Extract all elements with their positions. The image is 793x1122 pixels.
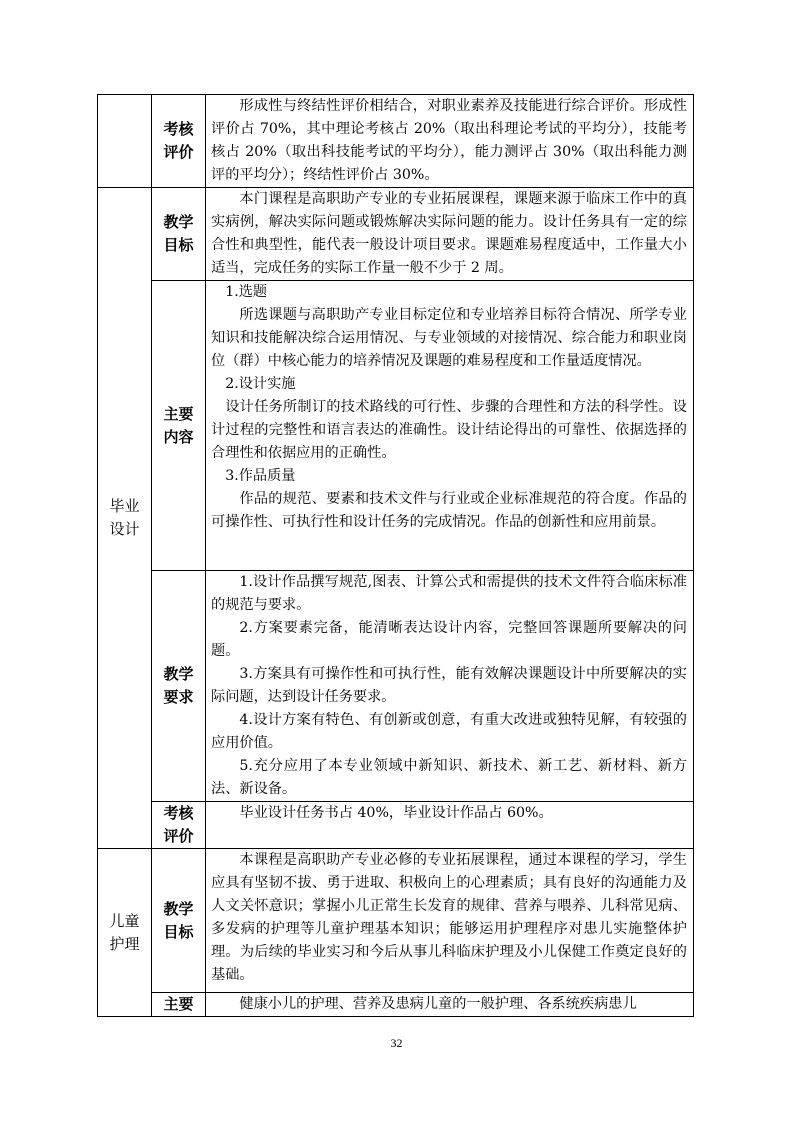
row-label-text: 目标 [163, 236, 194, 254]
content-paragraph: 5.充分应用了本专业领域中新知识、新技术、新工艺、新材料、新方法、新设备。 [211, 758, 687, 797]
section-label-text: 儿童 [109, 911, 140, 930]
content-paragraph: 设计任务所制订的技术路线的可行性、步骤的合理性和方法的科学性。设计过程的完整性和语言表达的准确性。设计结论得出的可靠性、依据选择的合理性和依据应用的正确性。 [211, 399, 687, 461]
table-row [98, 849, 694, 993]
row-label [152, 802, 206, 849]
row-label-text: 要求 [163, 688, 194, 706]
row-label-text: 考核 [163, 120, 194, 138]
row-label-text: 主要 [163, 404, 194, 423]
row-label [152, 849, 206, 993]
section-label-text: 毕业 [109, 497, 140, 515]
table-row [98, 993, 694, 1017]
table-row [98, 188, 694, 281]
row-label [152, 993, 206, 1017]
content-paragraph: 本门课程是高职助产专业的专业拓展课程，课题来源于临床工作中的真实病例，解决实际问题或锻炼解决实际问题的能力。设计任务具有一定的综合性和典型性，能代表一般设计项目要求。课题难易程度适中，工作量大小适当，完成任务的实际工作量一般不少于 2 周。 [211, 191, 687, 276]
content-paragraph: 作品的规范、要素和技术文件与行业或企业标准规范的符合度。作品的可操作性、可执行性和设计任务的完成情况。作品的创新性和应用前景。 [211, 491, 687, 530]
page-number: 32 [390, 1036, 403, 1050]
table-row [98, 281, 694, 571]
content-paragraph: 1.选题 [225, 284, 268, 300]
row-label-text: 教学 [163, 665, 194, 683]
row-label-text: 主要 [163, 995, 194, 1013]
row-content [206, 571, 694, 802]
row-label-text: 目标 [163, 922, 194, 941]
section-label [98, 95, 152, 188]
row-label-text: 评价 [163, 827, 194, 845]
row-label [152, 571, 206, 802]
content-paragraph: 毕业设计任务书占 40%，毕业设计作品占 60%。 [239, 805, 553, 821]
content-paragraph: 3.方案具有可操作性和可执行性，能有效解决课题设计中所要解决的实际问题，达到设计任务要求。 [211, 666, 687, 705]
table-row [98, 95, 694, 188]
content-paragraph: 形成性与终结性评价相结合，对职业素养及技能进行综合评价。形成性评价占 70%，其中理论考核占 20%（取出科理论考试的平均分），技能考核占 20%（取出科技能考试的平均分），能力测评占 30%（取出科能力测评的平均分）；终结性评价占 30%。 [211, 98, 687, 183]
row-label-text: 教学 [163, 213, 194, 231]
content-paragraph: 所选课题与高职助产专业目标定位和专业培养目标符合情况、所学专业知识和技能解决综合运用情况、与专业领域的对接情况、综合能力和职业岗位（群）中核心能力的培养情况及课题的难易程度和工作量适度情况。 [211, 307, 687, 369]
course-table [97, 94, 694, 1017]
section-label [98, 188, 152, 849]
row-label-text: 考核 [163, 804, 194, 822]
row-content [206, 849, 694, 993]
row-label [152, 281, 206, 571]
content-paragraph: 2.设计实施 [225, 376, 296, 392]
section-label-text: 护理 [109, 934, 140, 953]
row-label-text: 教学 [163, 899, 194, 918]
table-row [98, 802, 694, 849]
table-row [98, 571, 694, 802]
content-paragraph: 4.设计方案有特色、有创新或创意，有重大改进或独特见解，有较强的应用价值。 [211, 712, 687, 751]
section-label [98, 849, 152, 1017]
row-content [206, 95, 694, 188]
content-paragraph: 3.作品质量 [225, 468, 296, 484]
section-label-text: 设计 [109, 520, 140, 538]
row-content [206, 281, 694, 571]
row-label [152, 95, 206, 188]
content-paragraph: 2.方案要素完备，能清晰表达设计内容，完整回答课题所要解决的问题。 [211, 620, 687, 659]
content-paragraph: 1.设计作品撰写规范,图表、计算公式和需提供的技术文件符合临床标准的规范与要求。 [211, 574, 687, 613]
row-label-text: 评价 [163, 143, 194, 161]
row-content [206, 802, 694, 849]
content-paragraph: 本课程是高职助产专业必修的专业拓展课程，通过本课程的学习，学生应具有坚韧不拔、勇于进取、积极向上的心理素质；具有良好的沟通能力及人文关怀意识；掌握小儿正常生长发育的规律、营养与喂养、儿科常见病、多发病的护理等儿童护理基本知识；能够运用护理程序对患儿实施整体护理。为后续的毕业实习和今后从事儿科临床护理及小儿保健工作奠定良好的基础。 [211, 852, 687, 983]
row-content [206, 993, 694, 1017]
row-content [206, 188, 694, 281]
row-label-text: 内容 [163, 427, 194, 446]
content-paragraph: 健康小儿的护理、营养及患病儿童的一般护理、各系统疾病患儿 [239, 996, 637, 1012]
row-label [152, 188, 206, 281]
